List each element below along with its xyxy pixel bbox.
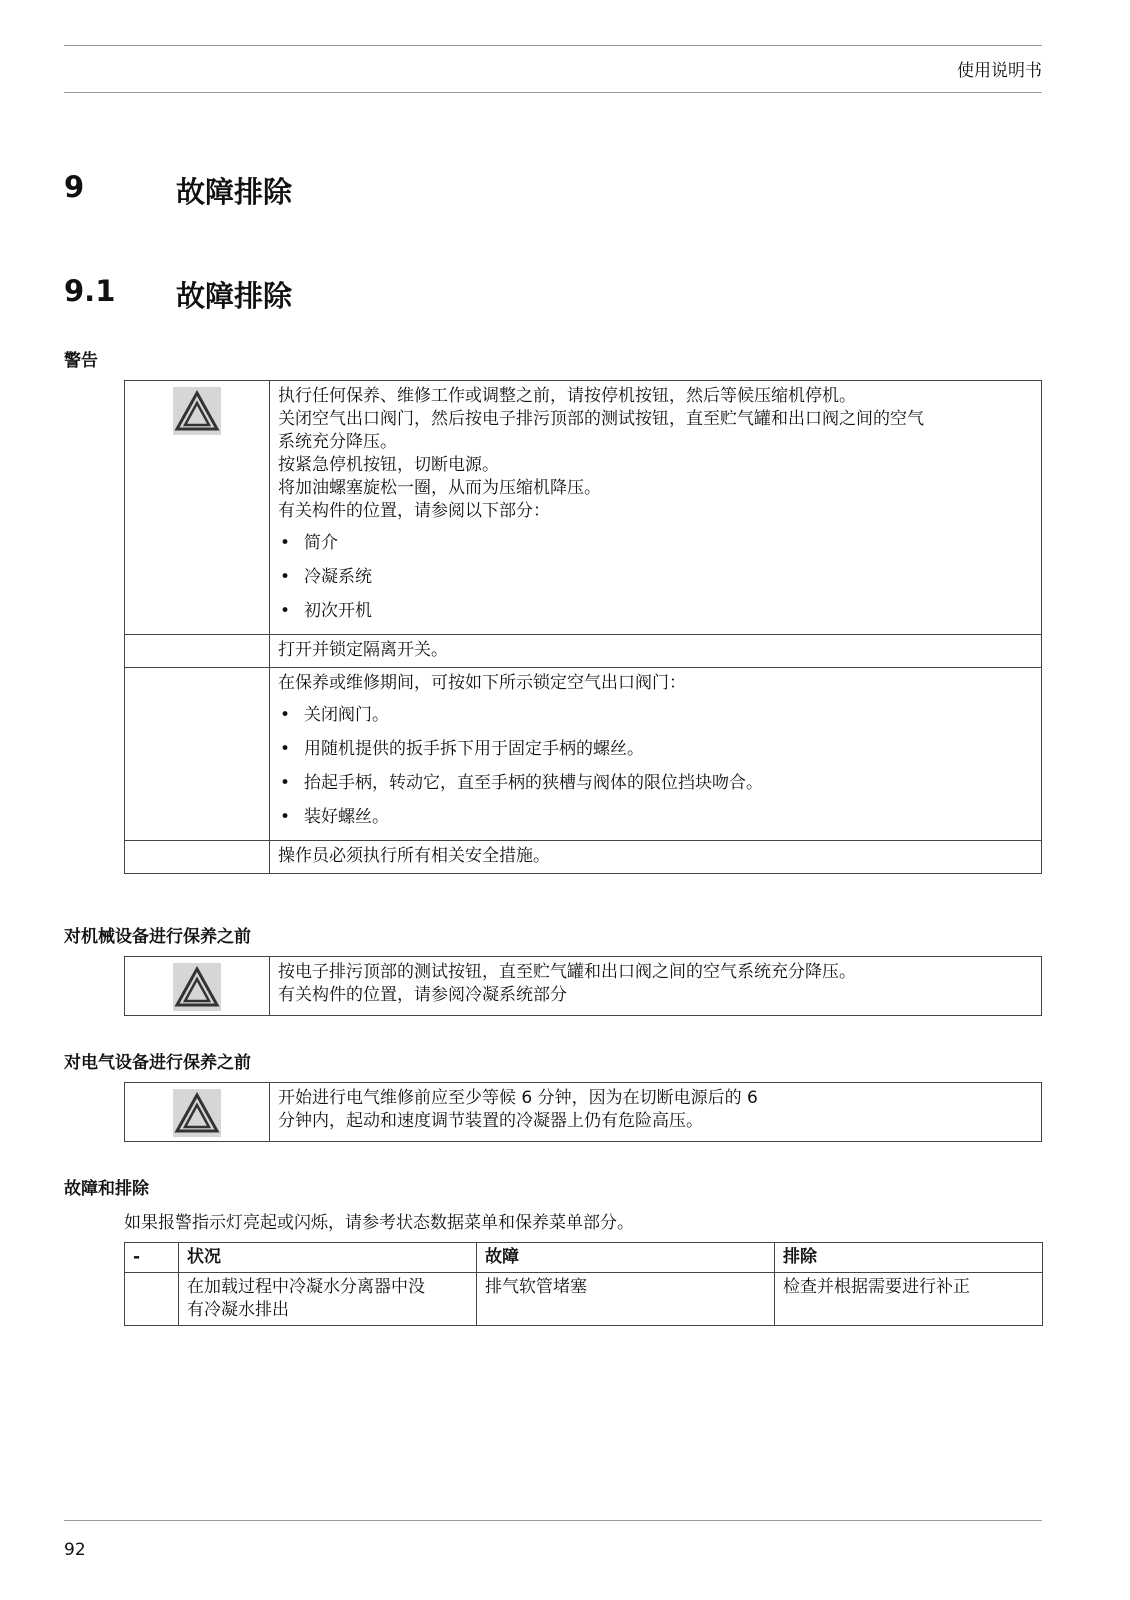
list-item bbox=[278, 771, 1033, 795]
list-item bbox=[278, 599, 1033, 623]
text-line: 在保养或维修期间，可按如下所示锁定空气出口阀门： bbox=[278, 673, 686, 693]
list-item bbox=[278, 737, 1033, 761]
warning-heading: 警告 bbox=[64, 351, 98, 371]
table-cell bbox=[125, 1273, 179, 1326]
column-header: 状况 bbox=[179, 1243, 477, 1273]
list-item-text: 抬起手柄，转动它，直至手柄的狭槽与阀体的限位挡块吻合。 bbox=[304, 773, 763, 793]
bullet-icon: • bbox=[280, 567, 291, 587]
header-top-rule bbox=[64, 45, 1042, 46]
bullet-icon: • bbox=[280, 773, 291, 793]
text-line: 有关构件的位置，请参阅以下部分： bbox=[278, 501, 550, 521]
mechanical-table bbox=[124, 956, 1042, 1016]
bullet-list bbox=[278, 703, 1033, 829]
table-cell: 排气软管堵塞 bbox=[477, 1273, 775, 1326]
list-item-text: 用随机提供的扳手拆下用于固定手柄的螺丝。 bbox=[304, 739, 644, 759]
text-line: 分钟内，起动和速度调节装置的冷凝器上仍有危险高压。 bbox=[278, 1111, 703, 1131]
warning-text-cell bbox=[270, 635, 1042, 668]
electrical-heading: 对电气设备进行保养之前 bbox=[64, 1053, 251, 1073]
table-row bbox=[125, 1273, 1043, 1326]
table-header-row bbox=[125, 1243, 1043, 1273]
text-line: 按紧急停机按钮，切断电源。 bbox=[278, 455, 499, 475]
empty-icon-cell bbox=[125, 668, 270, 841]
page-number: 92 bbox=[64, 1540, 86, 1560]
warning-triangle-icon bbox=[173, 1089, 221, 1137]
warning-icon-cell bbox=[125, 1083, 270, 1142]
footer-rule bbox=[64, 1520, 1042, 1521]
list-item-text: 冷凝系统 bbox=[304, 567, 372, 587]
column-header: 排除 bbox=[775, 1243, 1043, 1273]
electrical-row bbox=[125, 1083, 1042, 1142]
list-item bbox=[278, 531, 1033, 555]
electrical-table bbox=[124, 1082, 1042, 1142]
text-line: 将加油螺塞旋松一圈，从而为压缩机降压。 bbox=[278, 478, 601, 498]
warning-icon-cell bbox=[125, 957, 270, 1016]
warning-text-cell bbox=[270, 841, 1042, 874]
bullet-icon: • bbox=[280, 533, 291, 553]
text-line: 在加载过程中冷凝水分离器中没 bbox=[187, 1277, 425, 1297]
list-item-text: 初次开机 bbox=[304, 601, 372, 621]
text-line: 系统充分降压。 bbox=[278, 432, 397, 452]
table-cell: 检查并根据需要进行补正 bbox=[775, 1273, 1043, 1326]
table-cell bbox=[179, 1273, 477, 1326]
list-item-text: 装好螺丝。 bbox=[304, 807, 389, 827]
warning-text-cell bbox=[270, 381, 1042, 635]
list-item bbox=[278, 805, 1033, 829]
warning-text-cell bbox=[270, 668, 1042, 841]
bullet-list bbox=[278, 531, 1033, 623]
empty-icon-cell bbox=[125, 841, 270, 874]
chapter-title: 故障排除 bbox=[176, 175, 293, 209]
list-item bbox=[278, 565, 1033, 589]
mechanical-text-cell bbox=[270, 957, 1042, 1016]
mechanical-heading: 对机械设备进行保养之前 bbox=[64, 927, 251, 947]
column-header: 故障 bbox=[477, 1243, 775, 1273]
warning-triangle-icon bbox=[173, 387, 221, 435]
warning-icon-cell bbox=[125, 381, 270, 635]
warning-row bbox=[125, 381, 1042, 635]
list-item-text: 关闭阀门。 bbox=[304, 705, 389, 725]
list-item-text: 简介 bbox=[304, 533, 338, 553]
mechanical-row bbox=[125, 957, 1042, 1016]
electrical-text-cell bbox=[270, 1083, 1042, 1142]
text-line: 关闭空气出口阀门，然后按电子排污顶部的测试按钮，直至贮气罐和出口阀之间的空气 bbox=[278, 409, 924, 429]
warning-table bbox=[124, 380, 1042, 874]
section-title: 故障排除 bbox=[176, 279, 293, 313]
column-header: - bbox=[125, 1243, 179, 1273]
text-line: 有关构件的位置，请参阅冷凝系统部分 bbox=[278, 985, 567, 1005]
chapter-number: 9 bbox=[64, 170, 85, 204]
section-number: 9.1 bbox=[64, 274, 116, 308]
warning-row bbox=[125, 635, 1042, 668]
document-header-title: 使用说明书 bbox=[957, 61, 1042, 81]
bullet-icon: • bbox=[280, 739, 291, 759]
header-bottom-rule bbox=[64, 92, 1042, 93]
text-line: 开始进行电气维修前应至少等候 6 分钟，因为在切断电源后的 6 bbox=[278, 1088, 758, 1108]
text-line: 有冷凝水排出 bbox=[187, 1300, 289, 1320]
bullet-icon: • bbox=[280, 807, 291, 827]
warning-row bbox=[125, 841, 1042, 874]
text-line: 操作员必须执行所有相关安全措施。 bbox=[278, 846, 550, 866]
text-line: 按电子排污顶部的测试按钮，直至贮气罐和出口阀之间的空气系统充分降压。 bbox=[278, 962, 856, 982]
empty-icon-cell bbox=[125, 635, 270, 668]
bullet-icon: • bbox=[280, 705, 291, 725]
warning-triangle-icon bbox=[173, 963, 221, 1011]
faults-heading: 故障和排除 bbox=[64, 1179, 149, 1199]
text-line: 执行任何保养、维修工作或调整之前，请按停机按钮，然后等候压缩机停机。 bbox=[278, 386, 856, 406]
list-item bbox=[278, 703, 1033, 727]
bullet-icon: • bbox=[280, 601, 291, 621]
warning-row bbox=[125, 668, 1042, 841]
fault-table bbox=[124, 1242, 1043, 1326]
faults-intro: 如果报警指示灯亮起或闪烁，请参考状态数据菜单和保养菜单部分。 bbox=[124, 1213, 634, 1233]
text-line: 打开并锁定隔离开关。 bbox=[278, 640, 448, 660]
